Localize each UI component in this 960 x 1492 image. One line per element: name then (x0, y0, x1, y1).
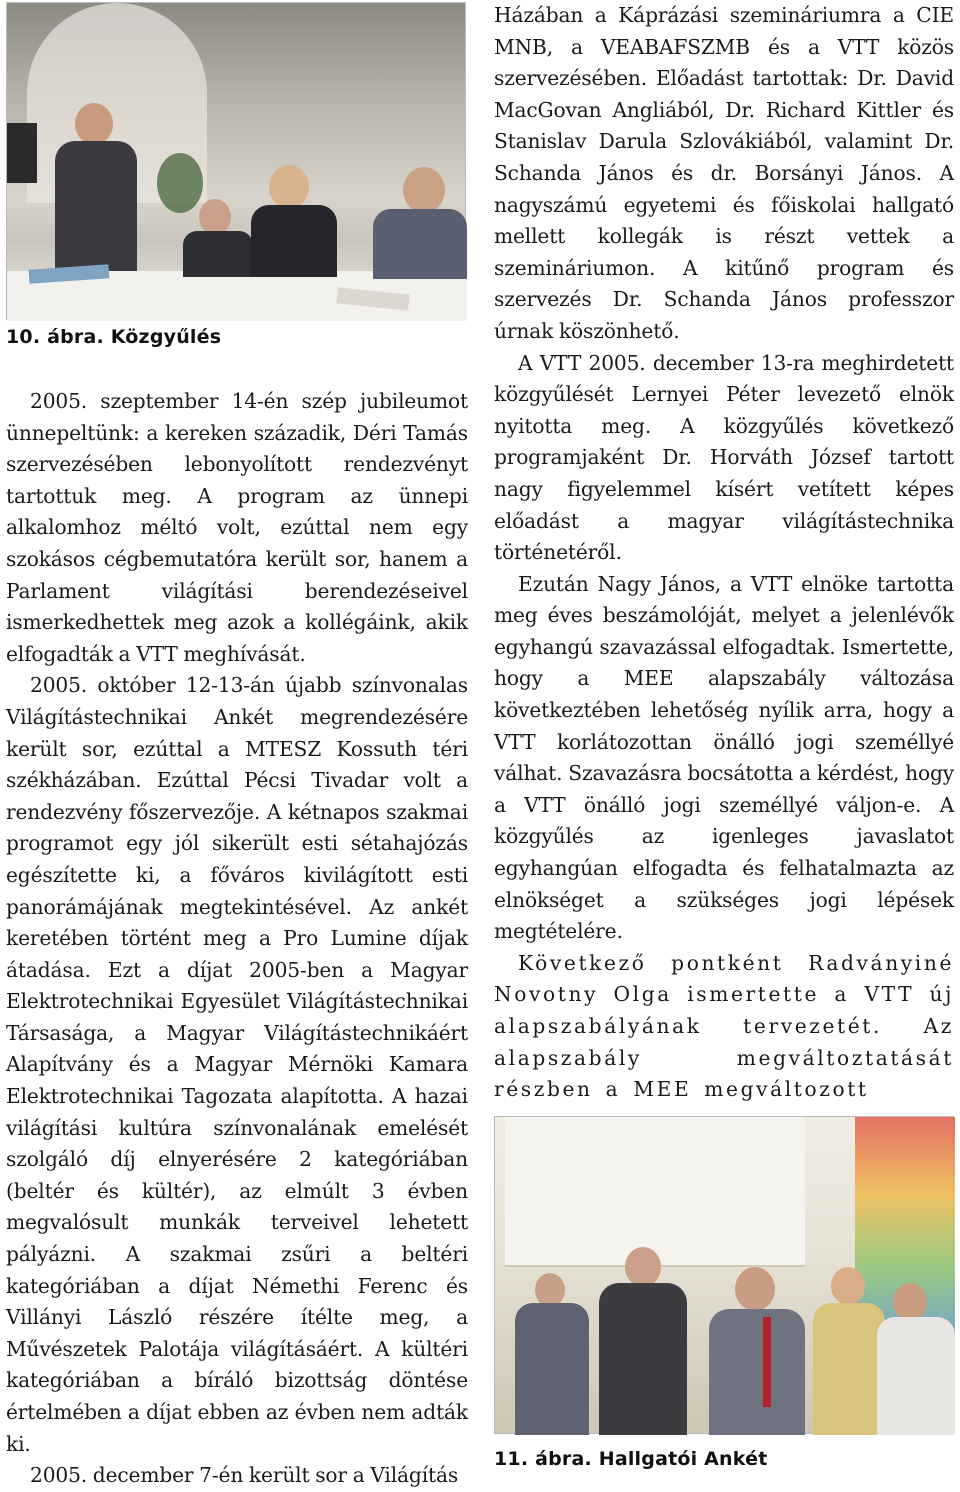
seated-person-2-head (269, 165, 309, 209)
audience-head (735, 1267, 775, 1311)
seated-person-2-body (251, 205, 337, 277)
audience-body (599, 1283, 687, 1435)
speaker-shape (7, 123, 37, 183)
audience-body (709, 1309, 805, 1435)
audience-body (813, 1303, 885, 1435)
figure-10-caption: 10. ábra. Közgyűlés (6, 326, 222, 348)
paragraph: 2005. december 7-én került sor a Világítás (30, 1463, 459, 1488)
photo-student-conference (494, 1116, 954, 1434)
seated-person-3-body (373, 209, 467, 279)
audience-head (831, 1267, 865, 1305)
audience-body (877, 1317, 955, 1435)
audience-head (893, 1283, 927, 1321)
photo-general-assembly (6, 2, 466, 320)
plant-shape (157, 153, 203, 213)
right-column (494, 0, 954, 1470)
seated-person-1-body (183, 231, 253, 277)
paragraph: A VTT 2005. december 13-ra meghirdetett közgyűlését Lernyei Péter levezető elnök nyitotta meg. A közgyűlés következő programjaként Dr. Horváth József tartott nagy figyelemmel kísért vetített képes előadást a magyar világítástechnika történetéről. (494, 350, 954, 565)
audience-head (625, 1247, 661, 1287)
paragraph: 2005. október 12-13-án újabb színvonalas Világítástechnikai Ankét megrendezésére került sor, ezúttal a MTESZ Kossuth téri székházában. Ezúttal Pécsi Tivadar volt a rendezvény főszervezője. A kétnapos szakmai programot egy jól sikerült esti sétahajózás egészítette ki, a főváros kivilágított esti panorámájának megtekintésével. Az ankét keretében történt meg a Pro Lumine díjak átadása. Ezt a díjat 2005-ben a Magyar Elektrotechnikai Egyesület Világítástechnikai Társasága, a Magyar Világítástechnikáért Alapítvány és a Magyar Mérnöki Kamara Elektrotechnikai Tagozata alapította. A hazai világítási kultúra színvonalának emelését szolgáló díj elnyerésére 2 kategóriában (beltér és kültér), az elmúlt 3 évben megvalósult munkák terveivel lehetett pályázni. A szakmai zsűri a beltéri kategóriában a díjat Némethi Ferenc és Villányi László részére ítélte meg, a Művészetek Palotája világításáért. A kültéri kategóriában a bíráló bizottság döntése értelmében a díjat ebben az évben nem adták ki. (6, 673, 468, 1456)
paragraph: Következő pontként Radványiné Novotny Olga ismertette a VTT új alapszabályának tervezetét. Az alapszabály megváltoztatását részben a MEE megváltozott (494, 950, 954, 1102)
left-column (6, 0, 468, 1492)
paragraph: 2005. szeptember 14-én szép jubileumot ünnepeltünk: a kereken századik, Déri Tamás szervezésében lebonyolított rendezvényt tartottuk meg. A program az ünnepi alkalomhoz méltó volt, ezúttal nem egy szokásos cégbemutatóra került sor, hanem a Parlament világítási berendezéseivel ismerkedhettek meg azok a kollégáink, akik elfogadták a VTT meghívását. (6, 389, 468, 666)
figure-11-caption: 11. ábra. Hallgatói Ankét (494, 1447, 768, 1470)
seated-person-1-head (199, 199, 231, 235)
audience-head (535, 1273, 565, 1307)
audience-body (515, 1303, 589, 1435)
display-wall (505, 1117, 805, 1267)
seated-person-3-head (403, 167, 445, 213)
paragraph: Ezután Nagy János, a VTT elnöke tartotta meg éves beszámolóját, melyet a jelenlévők egyhangú szavazással elfogadtak. Ismertette, hogy a MEE alapszabály változása következtében lehetőség nyílik arra, hogy a VTT korlátozottan önálló jogi személlyé válhat. Szavazásra bocsátotta a kérdést, hogy a VTT önálló jogi személlyé váljon-e. A közgyűlés az igenleges javaslatot egyhangúan elfogadta és felhatalmazta az elnökséget a szükséges jogi lépések megtételére. (494, 571, 954, 944)
tie-shape (763, 1317, 771, 1407)
paragraph: Házában a Káprázási szemináriumra a CIE MNB, a VEABAFSZMB és a VTT közös szervezésében. Előadást tartottak: Dr. David MacGovan Angliából, Dr. Richard Kittler és Stanislav Darula Szlovákiából, valamint Dr. Schanda János és dr. Borsányi János. A nagyszámú egyetemi és főiskolai hallgató mellett kollegák is részt vettek a szemináriumon. A kitűnő program és szervezés Dr. Schanda János professzor úrnak köszönhető. (494, 3, 954, 343)
standing-man-head (75, 103, 113, 145)
